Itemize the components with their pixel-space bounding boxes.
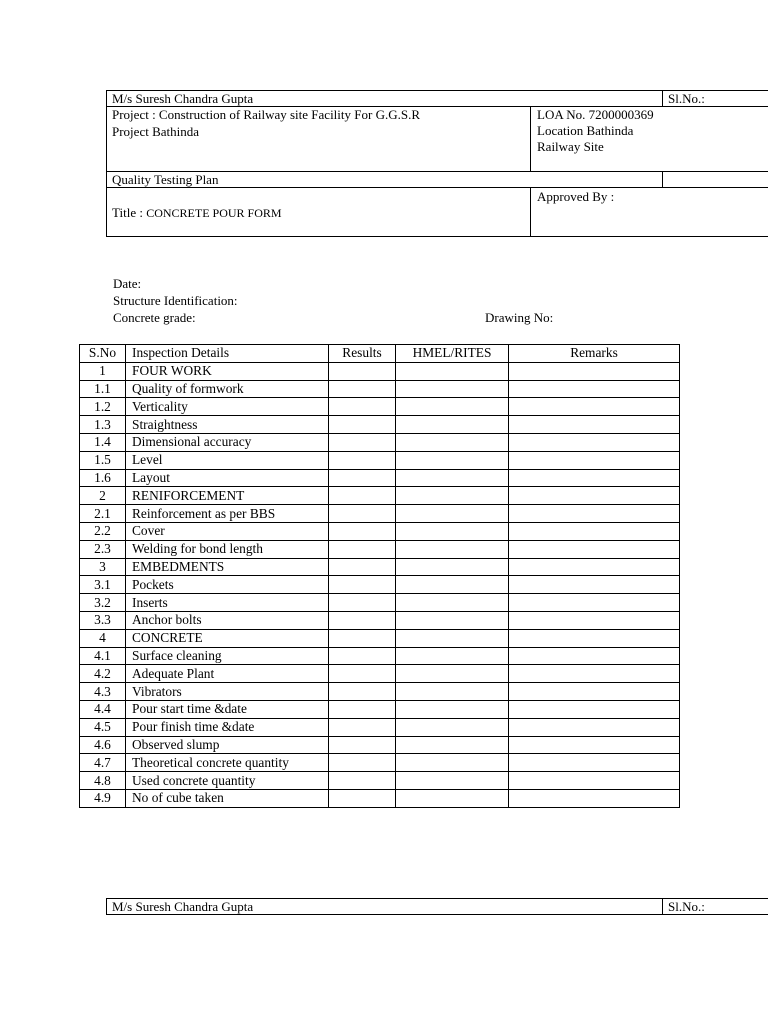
footer-sl-no-label: Sl.No.: — [668, 899, 705, 914]
table-row — [80, 718, 680, 736]
table-row — [80, 772, 680, 790]
hmel-rites-cell — [396, 416, 509, 434]
results-cell — [329, 576, 396, 594]
sno-cell: 3 — [80, 558, 126, 576]
inspection-detail-cell: Pour finish time &date — [126, 718, 329, 736]
inspection-detail-cell: Used concrete quantity — [126, 772, 329, 790]
remarks-cell — [509, 451, 680, 469]
inspection-detail-cell: Anchor bolts — [126, 611, 329, 629]
results-cell — [329, 594, 396, 612]
hmel-rites-cell — [396, 647, 509, 665]
inspection-detail-cell: Adequate Plant — [126, 665, 329, 683]
column-header: Remarks — [509, 345, 680, 363]
remarks-cell — [509, 398, 680, 416]
project-line-1: Project : Construction of Railway site Facility For G.G.S.R — [112, 107, 421, 122]
project-line-2: Project Bathinda — [112, 124, 200, 139]
header-divider — [662, 90, 663, 106]
inspection-detail-cell: Surface cleaning — [126, 647, 329, 665]
table-row — [80, 451, 680, 469]
table-row — [80, 629, 680, 647]
sno-cell: 4.4 — [80, 700, 126, 718]
remarks-cell — [509, 576, 680, 594]
table-row — [80, 540, 680, 558]
table-row — [80, 594, 680, 612]
table-row — [80, 398, 680, 416]
results-cell — [329, 772, 396, 790]
sno-cell: 1.2 — [80, 398, 126, 416]
site: Railway Site — [537, 139, 604, 154]
form-title-label: Title : — [112, 205, 147, 220]
sl-no-label: Sl.No.: — [668, 91, 705, 106]
sno-cell: 4.8 — [80, 772, 126, 790]
remarks-cell — [509, 487, 680, 505]
sno-cell: 1.6 — [80, 469, 126, 487]
sno-cell: 2.3 — [80, 540, 126, 558]
sno-cell: 4.6 — [80, 736, 126, 754]
plan-name: Quality Testing Plan — [112, 172, 219, 187]
hmel-rites-cell — [396, 451, 509, 469]
sno-cell: 4.3 — [80, 683, 126, 701]
sno-cell: 4.1 — [80, 647, 126, 665]
hmel-rites-cell — [396, 576, 509, 594]
inspection-table — [79, 344, 680, 808]
sno-cell: 3.3 — [80, 611, 126, 629]
remarks-cell — [509, 416, 680, 434]
remarks-cell — [509, 754, 680, 772]
remarks-cell — [509, 665, 680, 683]
table-row — [80, 683, 680, 701]
remarks-cell — [509, 629, 680, 647]
table-row — [80, 505, 680, 523]
hmel-rites-cell — [396, 433, 509, 451]
hmel-rites-cell — [396, 736, 509, 754]
remarks-cell — [509, 522, 680, 540]
inspection-detail-cell: Pockets — [126, 576, 329, 594]
column-header: S.No — [80, 345, 126, 363]
table-row — [80, 522, 680, 540]
remarks-cell — [509, 736, 680, 754]
hmel-rites-cell — [396, 540, 509, 558]
hmel-rites-cell — [396, 505, 509, 523]
table-body — [80, 362, 680, 807]
remarks-cell — [509, 433, 680, 451]
inspection-detail-cell: No of cube taken — [126, 789, 329, 807]
sno-cell: 4.2 — [80, 665, 126, 683]
table-row — [80, 380, 680, 398]
results-cell — [329, 647, 396, 665]
header-divider — [530, 187, 531, 237]
remarks-cell — [509, 362, 680, 380]
grade-label: Concrete grade: — [113, 310, 196, 325]
hmel-rites-cell — [396, 665, 509, 683]
inspection-detail-cell: Pour start time &date — [126, 700, 329, 718]
column-header: Results — [329, 345, 396, 363]
approved-by-label: Approved By : — [537, 189, 615, 204]
inspection-detail-cell: Vibrators — [126, 683, 329, 701]
sno-cell: 1.3 — [80, 416, 126, 434]
structure-label: Structure Identification: — [113, 293, 238, 308]
inspection-detail-cell: Observed slump — [126, 736, 329, 754]
results-cell — [329, 629, 396, 647]
inspection-detail-cell: Cover — [126, 522, 329, 540]
sno-cell: 3.2 — [80, 594, 126, 612]
footer-divider — [662, 898, 663, 915]
remarks-cell — [509, 469, 680, 487]
footer-company-name: M/s Suresh Chandra Gupta — [112, 899, 254, 914]
hmel-rites-cell — [396, 362, 509, 380]
results-cell — [329, 469, 396, 487]
column-header: Inspection Details — [126, 345, 329, 363]
table-row — [80, 487, 680, 505]
remarks-cell — [509, 611, 680, 629]
inspection-detail-cell: Level — [126, 451, 329, 469]
inspection-detail-cell: Reinforcement as per BBS — [126, 505, 329, 523]
results-cell — [329, 558, 396, 576]
hmel-rites-cell — [396, 398, 509, 416]
sno-cell: 1.4 — [80, 433, 126, 451]
results-cell — [329, 754, 396, 772]
form-title-value: CONCRETE POUR FORM — [146, 206, 282, 220]
results-cell — [329, 683, 396, 701]
hmel-rites-cell — [396, 611, 509, 629]
results-cell — [329, 611, 396, 629]
table-row — [80, 665, 680, 683]
sno-cell: 3.1 — [80, 576, 126, 594]
results-cell — [329, 700, 396, 718]
hmel-rites-cell — [396, 380, 509, 398]
inspection-detail-cell: Dimensional accuracy — [126, 433, 329, 451]
column-header: HMEL/RITES — [396, 345, 509, 363]
hmel-rites-cell — [396, 469, 509, 487]
date-label: Date: — [113, 276, 142, 291]
sno-cell: 4 — [80, 629, 126, 647]
table-row — [80, 433, 680, 451]
table-row — [80, 736, 680, 754]
table-header-row — [80, 345, 680, 363]
inspection-detail-cell: Inserts — [126, 594, 329, 612]
results-cell — [329, 362, 396, 380]
sno-cell: 1.5 — [80, 451, 126, 469]
table-row — [80, 558, 680, 576]
results-cell — [329, 451, 396, 469]
drawing-label: Drawing No: — [485, 310, 554, 325]
remarks-cell — [509, 380, 680, 398]
results-cell — [329, 487, 396, 505]
header-divider — [106, 187, 662, 188]
results-cell — [329, 789, 396, 807]
table-row — [80, 647, 680, 665]
table-row — [80, 700, 680, 718]
sno-cell: 1.1 — [80, 380, 126, 398]
table-row — [80, 416, 680, 434]
table-row — [80, 576, 680, 594]
hmel-rites-cell — [396, 629, 509, 647]
table-row — [80, 469, 680, 487]
results-cell — [329, 398, 396, 416]
sno-cell: 2 — [80, 487, 126, 505]
sno-cell: 2.1 — [80, 505, 126, 523]
hmel-rites-cell — [396, 772, 509, 790]
loa-number: LOA No. 7200000369 — [537, 107, 654, 122]
results-cell — [329, 718, 396, 736]
header-divider — [662, 187, 768, 188]
hmel-rites-cell — [396, 754, 509, 772]
remarks-cell — [509, 558, 680, 576]
inspection-detail-cell: Welding for bond length — [126, 540, 329, 558]
hmel-rites-cell — [396, 718, 509, 736]
table-row — [80, 362, 680, 380]
results-cell — [329, 665, 396, 683]
inspection-detail-cell: Layout — [126, 469, 329, 487]
company-name: M/s Suresh Chandra Gupta — [112, 91, 254, 106]
form-title — [112, 205, 282, 221]
remarks-cell — [509, 540, 680, 558]
header-divider — [530, 106, 531, 171]
remarks-cell — [509, 505, 680, 523]
remarks-cell — [509, 594, 680, 612]
inspection-detail-cell: CONCRETE — [126, 629, 329, 647]
hmel-rites-cell — [396, 683, 509, 701]
table-row — [80, 611, 680, 629]
hmel-rites-cell — [396, 594, 509, 612]
remarks-cell — [509, 789, 680, 807]
remarks-cell — [509, 700, 680, 718]
results-cell — [329, 522, 396, 540]
remarks-cell — [509, 683, 680, 701]
location: Location Bathinda — [537, 123, 634, 138]
inspection-detail-cell: Theoretical concrete quantity — [126, 754, 329, 772]
inspection-detail-cell: FOUR WORK — [126, 362, 329, 380]
results-cell — [329, 433, 396, 451]
results-cell — [329, 540, 396, 558]
remarks-cell — [509, 772, 680, 790]
hmel-rites-cell — [396, 487, 509, 505]
sno-cell: 2.2 — [80, 522, 126, 540]
sno-cell: 4.9 — [80, 789, 126, 807]
hmel-rites-cell — [396, 700, 509, 718]
header-divider — [662, 171, 663, 187]
hmel-rites-cell — [396, 522, 509, 540]
sno-cell: 4.7 — [80, 754, 126, 772]
table-row — [80, 789, 680, 807]
inspection-detail-cell: RENIFORCEMENT — [126, 487, 329, 505]
results-cell — [329, 416, 396, 434]
inspection-detail-cell: Verticality — [126, 398, 329, 416]
remarks-cell — [509, 718, 680, 736]
inspection-detail-cell: EMBEDMENTS — [126, 558, 329, 576]
inspection-detail-cell: Straightness — [126, 416, 329, 434]
results-cell — [329, 380, 396, 398]
hmel-rites-cell — [396, 789, 509, 807]
hmel-rites-cell — [396, 558, 509, 576]
sno-cell: 4.5 — [80, 718, 126, 736]
results-cell — [329, 736, 396, 754]
table-row — [80, 754, 680, 772]
sno-cell: 1 — [80, 362, 126, 380]
results-cell — [329, 505, 396, 523]
inspection-detail-cell: Quality of formwork — [126, 380, 329, 398]
remarks-cell — [509, 647, 680, 665]
